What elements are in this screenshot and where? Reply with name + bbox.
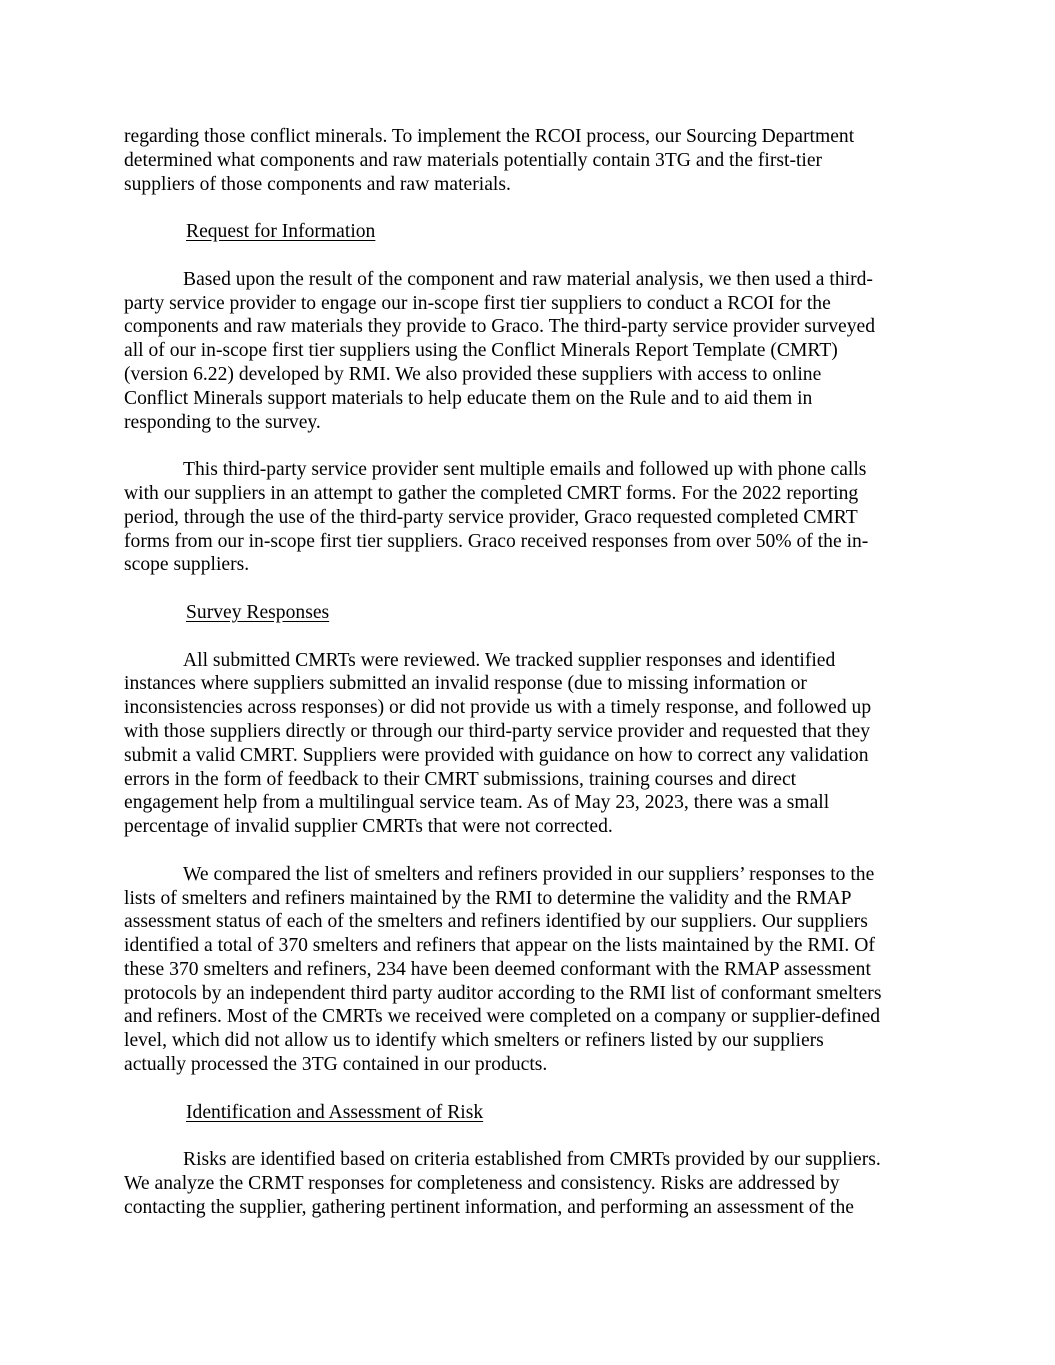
text-line: instances where suppliers submitted an invalid response (due to missing information or [124, 673, 807, 695]
text-line: contacting the supplier, gathering pertinent information, and performing an assessment of the [124, 1196, 854, 1218]
text-line: components and raw materials they provide to Graco. The third-party service provider surveyed [124, 316, 876, 338]
text-line: with those suppliers directly or through our third-party service provider and requested that they [124, 720, 870, 742]
text-line: with our suppliers in an attempt to gather the completed CMRT forms. For the 2022 reporting [124, 482, 859, 504]
text-line: We analyze the CRMT responses for completeness and consistency. Risks are addressed by [124, 1173, 840, 1195]
text-line: scope suppliers. [124, 554, 250, 576]
text-line: lists of smelters and refiners maintained by the RMI to determine the validity and the RMAP [124, 887, 852, 909]
text-line: period, through the use of the third-party service provider, Graco requested completed CMRT [124, 506, 858, 528]
text-line: party service provider to engage our in-scope first tier suppliers to conduct a RCOI for the [124, 292, 831, 314]
text-line: This third-party service provider sent multiple emails and followed up with phone calls [183, 459, 867, 481]
text-line: regarding those conflict minerals. To implement the RCOI process, our Sourcing Department [124, 126, 855, 147]
text-line: Based upon the result of the component and raw material analysis, we then used a third- [183, 268, 873, 290]
text-line: Conflict Minerals support materials to help educate them on the Rule and to aid them in [124, 387, 813, 409]
section-heading [124, 601, 944, 625]
text-line: all of our in-scope first tier suppliers using the Conflict Minerals Report Template (CMRT) [124, 340, 838, 362]
text-line: submit a valid CMRT. Suppliers were provided with guidance on how to correct any validation [124, 744, 869, 766]
text-line: (version 6.22) developed by RMI. We also provided these suppliers with access to online [124, 363, 822, 385]
text-line: actually processed the 3TG contained in our products. [124, 1054, 548, 1076]
text-line: suppliers of those components and raw materials. [124, 173, 511, 195]
text-line: protocols by an independent third party auditor according to the RMI list of conformant smelters [124, 982, 882, 1004]
paragraph [124, 649, 944, 839]
paragraph [124, 1148, 944, 1219]
text-line: level, which did not allow us to identify which smelters or refiners listed by our suppliers [124, 1030, 824, 1052]
text-line: responding to the survey. [124, 411, 321, 433]
paragraph [124, 458, 944, 577]
text-line: assessment status of each of the smelters and refiners identified by our suppliers. Our suppliers [124, 911, 868, 933]
text-line: percentage of invalid supplier CMRTs that were not corrected. [124, 816, 613, 838]
section-heading-text: Request for Information [186, 221, 376, 243]
text-line: inconsistencies across responses) or did not provide us with a timely response, and followed up [124, 697, 872, 719]
text-line: determined what components and raw materials potentially contain 3TG and the first-tier [124, 149, 823, 171]
text-line: identified a total of 370 smelters and refiners that appear on the lists maintained by the RMI. Of [124, 935, 875, 957]
text-line: and refiners. Most of the CMRTs we received were completed on a company or supplier-defined [124, 1006, 881, 1028]
section-heading [124, 220, 944, 244]
text-line: All submitted CMRTs were reviewed. We tracked supplier responses and identified [183, 649, 836, 671]
paragraph [124, 268, 944, 435]
document-page [124, 125, 944, 1243]
paragraph [124, 863, 944, 1077]
text-line: these 370 smelters and refiners, 234 have been deemed conformant with the RMAP assessment [124, 958, 871, 980]
section-heading [124, 1101, 944, 1125]
paragraph [124, 125, 944, 196]
text-line: We compared the list of smelters and refiners provided in our suppliers’ responses to the [183, 863, 875, 885]
text-line: engagement help from a multilingual service team. As of May 23, 2023, there was a small [124, 792, 830, 814]
section-heading-text: Survey Responses [186, 601, 330, 623]
text-line: Risks are identified based on criteria established from CMRTs provided by our suppliers. [183, 1149, 881, 1171]
text-line: errors in the form of feedback to their CMRT submissions, training courses and direct [124, 768, 797, 790]
text-line: forms from our in-scope first tier suppliers. Graco received responses from over 50% of the in- [124, 530, 869, 552]
section-heading-text: Identification and Assessment of Risk [186, 1101, 484, 1123]
